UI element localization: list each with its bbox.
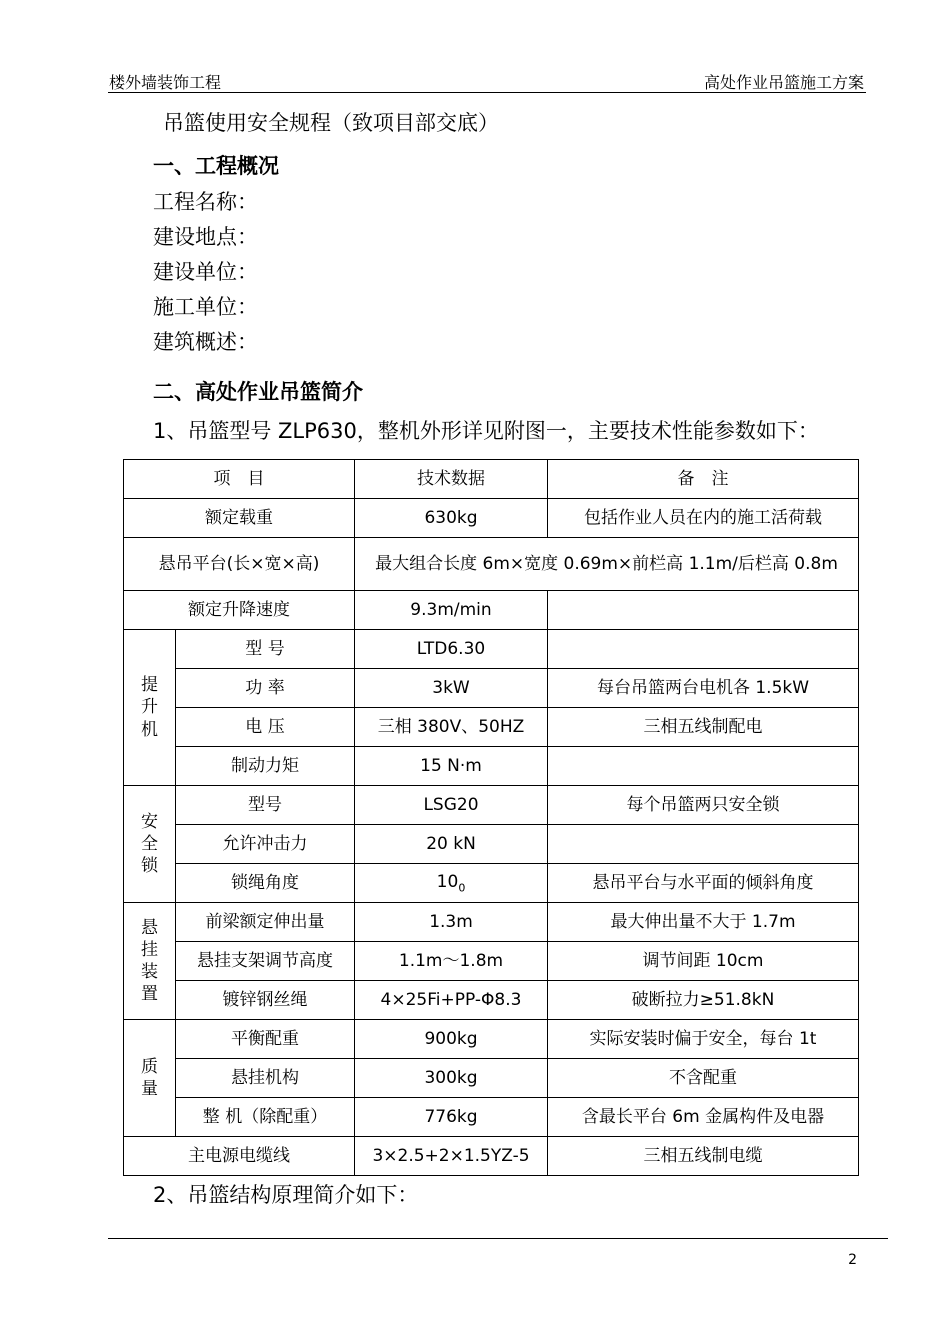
build-unit-line: 建设单位： [153,260,258,284]
row-note: 悬吊平台与水平面的倾斜角度 [548,864,859,903]
table-row [124,708,859,747]
table-row [124,1137,859,1176]
row-label: 制动力矩 [176,747,355,786]
row-note [548,591,859,630]
row-label: 允许冲击力 [176,825,355,864]
building-overview-line: 建筑概述： [153,330,258,354]
table-row [124,538,859,591]
header-note: 备 注 [548,460,859,499]
table-row [124,630,859,669]
row-value: 9.3m/min [355,591,548,630]
project-name-line: 工程名称： [153,190,258,214]
group-label-lock: 安 全 锁 [124,786,176,903]
row-value: 3×2.5+2×1.5YZ-5 [355,1137,548,1176]
row-note [548,747,859,786]
table-row [124,669,859,708]
row-note: 每台吊篮两台电机各 1.5kW [548,669,859,708]
row-note [548,630,859,669]
header-data: 技术数据 [355,460,548,499]
row-note: 实际安装时偏于安全，每台 1t [548,1020,859,1059]
row-value: 3kW [355,669,548,708]
table-row [124,903,859,942]
row-note: 每个吊篮两只安全锁 [548,786,859,825]
row-label: 型号 [176,786,355,825]
section1-heading: 一、工程概况 [153,154,279,178]
row-value: LTD6.30 [355,630,548,669]
row-value: 776kg [355,1098,548,1137]
group-label-hoist: 提 升 机 [124,630,176,786]
row-note: 含最长平台 6m 金属构件及电器 [548,1098,859,1137]
angle-subscript: 0 [458,881,466,895]
section2-intro: 1、吊篮型号 ZLP630，整机外形详见附图一，主要技术性能参数如下： [153,419,819,443]
row-label: 悬挂机构 [176,1059,355,1098]
table-row [124,786,859,825]
spec-table [123,459,859,1176]
group-label-mass: 质 量 [124,1020,176,1137]
row-value: 三相 380V、50HZ [355,708,548,747]
row-value: 1.3m [355,903,548,942]
row-value: LSG20 [355,786,548,825]
row-note: 三相五线制配电 [548,708,859,747]
row-value: 630kg [355,499,548,538]
row-label: 型 号 [176,630,355,669]
construction-unit-line: 施工单位： [153,295,258,319]
table-row [124,747,859,786]
header-item: 项 目 [124,460,355,499]
row-label: 整 机（除配重） [176,1098,355,1137]
build-location-line: 建设地点： [153,225,258,249]
document-title: 吊篮使用安全规程（致项目部交底） [163,111,499,135]
row-value: 最大组合长度 6m×宽度 0.69m×前栏高 1.1m/后栏高 0.8m [355,538,859,591]
row-value: 4×25Fi+PP-Φ8.3 [355,981,548,1020]
page-number: 2 [848,1252,857,1268]
header-left: 楼外墙装饰工程 [109,73,222,92]
row-label: 额定载重 [124,499,355,538]
table-row [124,591,859,630]
section2-heading: 二、高处作业吊篮简介 [153,380,363,404]
row-note: 不含配重 [548,1059,859,1098]
section2-structure-intro: 2、吊篮结构原理简介如下： [153,1183,419,1207]
table-row [124,864,859,903]
row-label: 功 率 [176,669,355,708]
row-note [548,825,859,864]
table-row [124,981,859,1020]
footer-divider [108,1238,888,1239]
row-label: 悬挂支架调节高度 [176,942,355,981]
table-row [124,1020,859,1059]
table-row [124,499,859,538]
angle-value: 10 [436,871,459,892]
header-divider [108,92,866,93]
row-value [355,864,548,903]
row-label: 主电源电缆线 [124,1137,355,1176]
row-label: 前梁额定伸出量 [176,903,355,942]
row-value: 300kg [355,1059,548,1098]
row-note: 调节间距 10cm [548,942,859,981]
row-label: 平衡配重 [176,1020,355,1059]
row-value: 1.1m～1.8m [355,942,548,981]
row-value: 15 N·m [355,747,548,786]
row-note: 三相五线制电缆 [548,1137,859,1176]
table-row [124,1098,859,1137]
row-note: 包括作业人员在内的施工活荷载 [548,499,859,538]
row-value: 20 kN [355,825,548,864]
table-row [124,942,859,981]
row-label: 额定升降速度 [124,591,355,630]
row-label: 锁绳角度 [176,864,355,903]
row-label: 镀锌钢丝绳 [176,981,355,1020]
row-value: 900kg [355,1020,548,1059]
row-note: 最大伸出量不大于 1.7m [548,903,859,942]
table-header-row [124,460,859,499]
table-row [124,825,859,864]
table-row [124,1059,859,1098]
header-right: 高处作业吊篮施工方案 [703,73,864,92]
group-label-suspension: 悬 挂 装 置 [124,903,176,1020]
row-note: 破断拉力≥51.8kN [548,981,859,1020]
row-label: 电 压 [176,708,355,747]
row-label: 悬吊平台(长×宽×高) [124,538,355,591]
